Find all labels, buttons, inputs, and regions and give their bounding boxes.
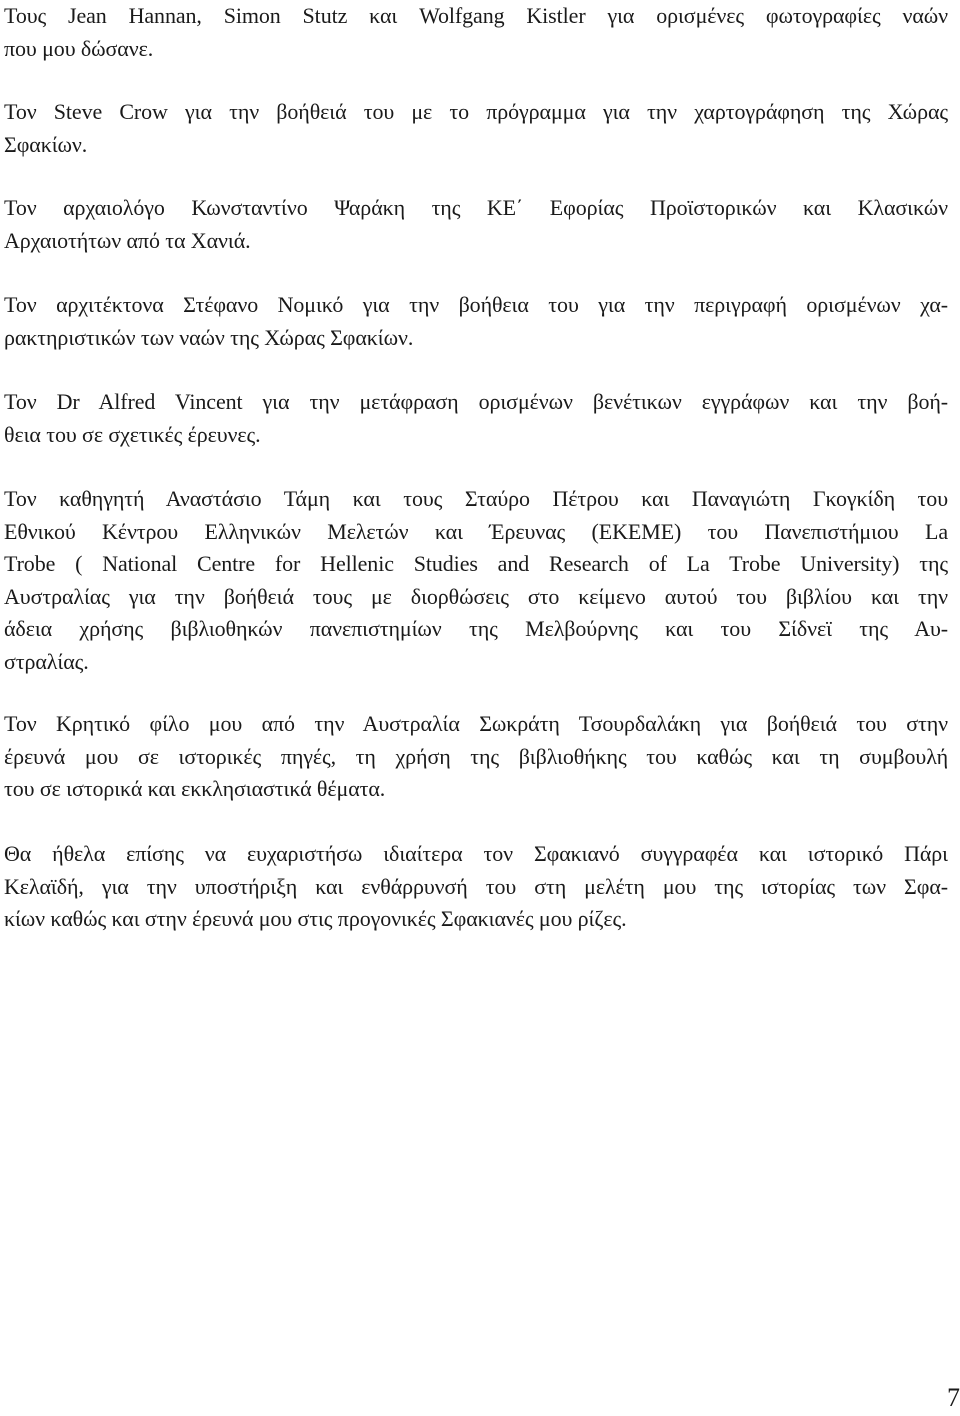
paragraph-line: άδεια χρήσης βιβλιοθηκών πανεπιστημίων της Μελβούρνης και του Σίδνεϊ της Αυ- — [4, 616, 948, 641]
paragraph-line: Θα ήθελα επίσης να ευχαριστήσω ιδιαίτερα τον Σφακιανό συγγραφέα και ιστορικό Πάρι — [4, 841, 948, 866]
paragraph-line: Τον αρχαιολόγο Κωνσταντίνο Ψαράκη της ΚΕ΄ Εφορίας Προϊστορικών και Κλασικών — [4, 195, 948, 220]
paragraph-line: του σε ιστορικά και εκκλησιαστικά θέματα. — [4, 776, 386, 801]
paragraph-line: θεια του σε σχετικές έρευνες. — [4, 421, 261, 447]
paragraph-line: Τους Jean Hannan, Simon Stutz και Wolfgang Kistler για ορισμένες φωτογραφίες ναών — [4, 3, 948, 28]
paragraph-line: Αυστραλίας για την βοήθειά τους με διορθώσεις στο κείμενο αυτού του βιβλίου και την — [4, 583, 948, 609]
acknowledgement-paragraph-4 — [4, 289, 948, 354]
acknowledgement-paragraph-5 — [4, 386, 948, 451]
paragraph-line: Trobe ( National Centre for Hellenic Studies and Research of La Trobe University) της — [4, 551, 948, 576]
paragraph-line: που μου δώσανε. — [4, 35, 154, 61]
paragraph-line: Σφακίων. — [4, 131, 88, 157]
paragraph-line: έρευνά μου σε ιστορικές πηγές, τη χρήση της βιβλιοθήκης του καθώς και τη συμβουλή — [4, 743, 948, 769]
paragraph-line: Κελαϊδή, για την υποστήριξη και ενθάρρυνσή του στη μελέτη μου της ιστορίας των Σφα- — [4, 873, 948, 899]
acknowledgement-paragraph-8 — [4, 838, 948, 936]
acknowledgement-paragraph-7 — [4, 708, 948, 806]
acknowledgement-paragraph-1 — [4, 0, 948, 65]
paragraph-line: Αρχαιοτήτων από τα Χανιά. — [4, 227, 251, 253]
paragraph-line: Εθνικού Κέντρου Ελληνικών Μελετών και Έρευνας (ΕΚΕΜΕ) του Πανεπιστήμιου La — [4, 518, 948, 544]
paragraph-line: Τον καθηγητή Αναστάσιο Τάμη και τους Σταύρο Πέτρου και Παναγιώτη Γκογκίδη του — [4, 486, 948, 511]
paragraph-line: Τον Steve Crow για την βοήθειά του με το πρόγραμμα για την χαρτογράφηση της Χώρας — [4, 99, 948, 124]
page-number: 7 — [947, 1383, 960, 1412]
paragraph-line: στραλίας. — [4, 648, 89, 674]
acknowledgement-paragraph-6 — [4, 483, 948, 678]
acknowledgement-paragraph-2 — [4, 96, 948, 161]
acknowledgement-paragraph-3 — [4, 192, 948, 257]
paragraph-line: Τον αρχιτέκτονα Στέφανο Νομικό για την βοήθεια του για την περιγραφή ορισμένων χα- — [4, 292, 948, 317]
paragraph-line: ρακτηριστικών των ναών της Χώρας Σφακίων. — [4, 324, 414, 350]
paragraph-line: Τον Dr Alfred Vincent για την μετάφραση ορισμένων βενέτικων εγγράφων και την βοή- — [4, 389, 948, 414]
paragraph-line: κίων καθώς και στην έρευνά μου στις προγονικές Σφακιανές μου ρίζες. — [4, 906, 627, 931]
paragraph-line: Τον Κρητικό φίλο μου από την Αυστραλία Σωκράτη Τσουρδαλάκη για βοήθειά του στην — [4, 711, 948, 736]
